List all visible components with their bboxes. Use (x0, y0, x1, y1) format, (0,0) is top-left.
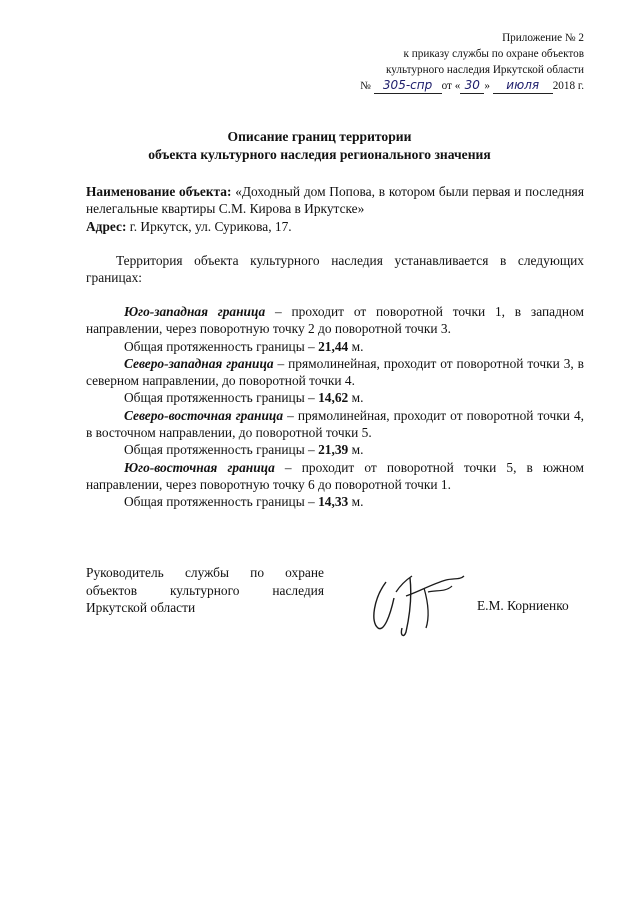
border-name: Юго-западная граница (124, 304, 266, 319)
order-number-line (360, 78, 584, 94)
signatory-name: Е.М. Корниенко (477, 598, 569, 613)
month-handwritten: июля (506, 78, 540, 92)
length-unit: м. (348, 390, 364, 406)
length-value: 14,33 (318, 494, 349, 510)
document-title (0, 128, 639, 164)
object-name-value: «Доходный дом Попова, в котором были первая и последняя нелегальные квартиры С.М. Кирова в Иркутске» (86, 184, 584, 217)
border-description (86, 407, 584, 442)
length-label: Общая протяженность границы – (124, 338, 319, 354)
appendix-title: Приложение № 2 (502, 32, 584, 44)
intro-paragraph: Территория объекта культурного наследия устанавливается в следующих границах: (86, 253, 584, 286)
quote-open: « (454, 80, 461, 92)
address-value: г. Иркутск, ул. Сурикова, 17. (126, 218, 292, 234)
appendix-header (360, 30, 584, 94)
appendix-authority-line: культурного наследия Иркутской области (386, 64, 584, 76)
length-label: Общая протяженность границы – (124, 390, 319, 406)
border-name: Северо-восточная граница (124, 407, 284, 423)
border-description (86, 355, 584, 390)
quote-close: » (484, 80, 490, 92)
year: 2018 г. (552, 80, 584, 92)
border-text: – проходит от поворотной точки 5, в южном направлении, через поворотную точку 6 до поворотной точки 1. (86, 459, 584, 492)
border-name: Юго-восточная граница (124, 459, 275, 475)
object-address-paragraph (86, 218, 584, 235)
length-value: 14,62 (318, 390, 349, 406)
day-handwritten: 30 (464, 78, 480, 92)
borders-list (86, 303, 584, 511)
position-line-3: Иркутской области (86, 600, 196, 616)
length-unit: м. (348, 442, 364, 458)
month-field (493, 79, 553, 94)
object-name-paragraph (86, 183, 584, 218)
order-number-field (374, 79, 442, 94)
title-line-2: объекта культурного наследия регионального значения (148, 147, 491, 162)
length-label: Общая протяженность границы – (124, 442, 319, 458)
length-value: 21,44 (318, 338, 349, 354)
border-description (86, 303, 584, 338)
border-length (86, 441, 584, 458)
border-text: – прямолинейная, проходит от поворотной точки 3, в северном направлении, до поворотной точки 4. (86, 355, 584, 389)
appendix-order-line: к приказу службы по охране объектов (403, 48, 584, 60)
border-text: – прямолинейная, проходит от поворотной точки 4, в восточном направлении, до поворотной точки 5. (86, 407, 585, 441)
position-line-1: Руководитель службы по охране (86, 565, 324, 580)
border-text: – проходит от поворотной точки 1, в западном направлении, через поворотную точку 2 до поворотной точки 3. (86, 304, 584, 337)
length-unit: м. (348, 494, 364, 510)
border-description (86, 459, 584, 494)
length-label: Общая протяженность границы – (124, 494, 319, 510)
object-info (86, 183, 584, 235)
border-length (86, 493, 584, 510)
from-word: от (441, 80, 452, 92)
address-label: Адрес: (86, 218, 127, 234)
signatory-position (86, 564, 324, 617)
length-value: 21,39 (318, 442, 349, 458)
border-length (86, 338, 584, 355)
position-line-2: объектов культурного наследия (86, 582, 324, 598)
order-number-handwritten: 305-спр (382, 78, 433, 92)
border-name: Северо-западная граница (124, 355, 274, 371)
title-line-1: Описание границ территории (227, 129, 412, 144)
number-sign: № (360, 80, 371, 92)
border-length (86, 389, 584, 406)
day-field (460, 79, 484, 94)
object-name-label: Наименование объекта: (86, 184, 232, 199)
length-unit: м. (348, 338, 364, 354)
handwritten-signature (366, 562, 476, 642)
